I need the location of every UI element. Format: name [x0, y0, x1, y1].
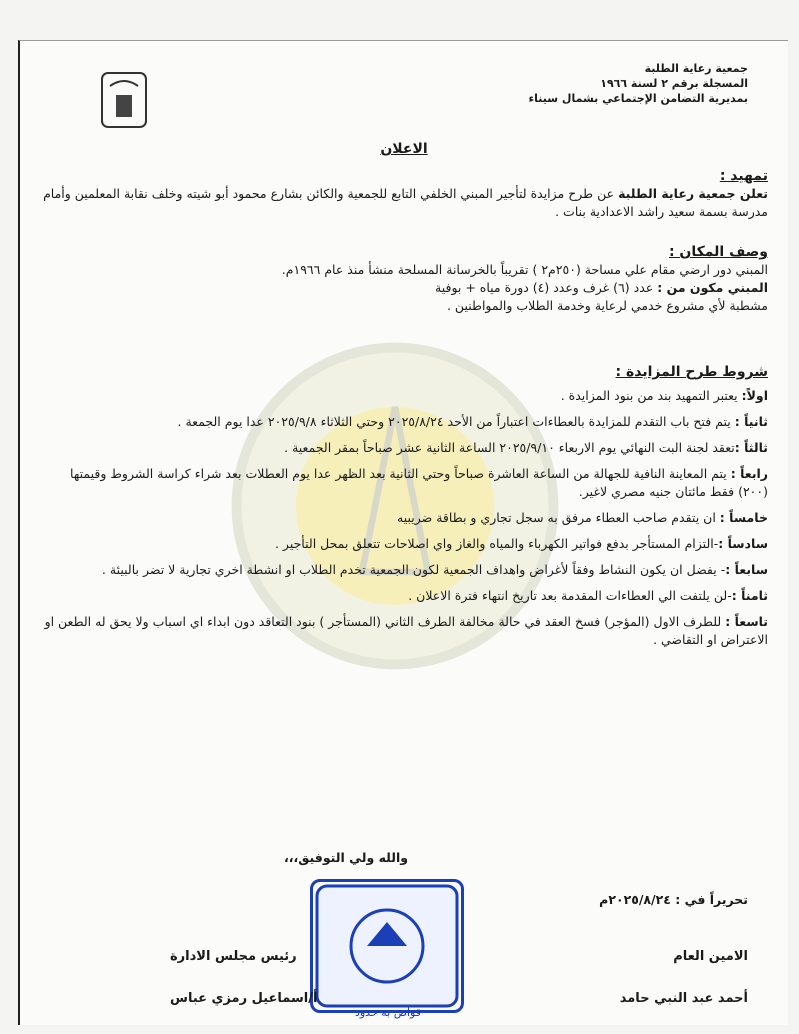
organization-header — [529, 61, 748, 106]
term-text: -التزام المستأجر بدفع فواتير الكهرباء والمياه والغاز واي اصلاحات تتعلق بمحل التأجير . — [274, 536, 719, 551]
term-text: يتم فتح باب التقدم للمزايدة بالعطاءات اعتباراً من الأحد ٢٠٢٥/٨/٢٤ وحتي الثلاثاء ٢٠٢٥/٩/٨ عدا يوم الجمعة . — [177, 414, 735, 429]
term-label: اولاً: — [741, 388, 768, 403]
rooms-text: عدد (٦) غرف وعدد (٤) دورة مياه + بوفية — [435, 280, 658, 295]
term-text: يعتبر التمهيد بند من بنود المزايدة . — [560, 388, 742, 403]
place-usage: مشطبة لأي مشروع خدمي لرعاية وخدمة الطلاب والمواطنين . — [446, 298, 768, 313]
term-text: تعقد لجنة البت النهائي يوم الاربعاء ٢٠٢٥/٩/١٠ الساعة الثانية عشر صباحاً بمقر الجمعية . — [284, 440, 735, 455]
term-label: سادساً : — [718, 536, 768, 551]
term-label: رابعاً : — [730, 466, 768, 481]
date-text: تحريراً في : ٢٠٢٥/٨/٢٤م — [599, 892, 748, 907]
chairman-title: رئيس مجلس الادارة — [170, 949, 297, 964]
official-stamp — [310, 879, 464, 1013]
announcement-page — [18, 40, 788, 1025]
organization-logo — [100, 71, 148, 129]
place-heading: وصف المكان : — [668, 244, 768, 260]
header-line-3: بمديرية التضامن الإجتماعي بشمال سيناء — [528, 92, 748, 105]
page-title: الاعلان — [380, 141, 428, 157]
chairman-name: أ/اسماعيل رمزي عباس — [170, 991, 318, 1006]
terms-heading: شروط طرح المزايدة : — [615, 364, 768, 380]
stamp-label: قواص به حدود — [354, 1006, 422, 1019]
term-text: - يفضل ان يكون النشاط وفقاً لأغراض واهداف الجمعية لكون الجمعية تخدم الطلاب او انشطة اخري تجارية لا تضر بالبيئة . — [101, 562, 726, 577]
term-text: -لن يلتفت الي العطاءات المقدمة بعد تاريخ انتهاء فترة الاعلان . — [408, 588, 732, 603]
intro-section — [38, 167, 768, 221]
term-text: يتم المعاينة النافية للجهالة من الساعة العاشرة صباحاً وحتي الثانية بعد الظهر عدا يوم العطلات بعد شراء كراسة الشروط وقيمتها (٢٠٠) فقط مائتان جنيه مصري لاغير. — [70, 466, 768, 499]
intro-text: عن طرح مزايدة لتأجير المبني الخلفي التابع للجمعية والكائن بشارع محمود أبو شيته وخلف نقابة المعلمين وأمام مدرسة بسمة سعيد راشد الاعدادية بنات . — [43, 186, 768, 219]
term-text: للطرف الاول (المؤجر) فسخ العقد في حالة مخالفة الطرف الثاني (المستأجر ) بنود التعاقد دون ابداء اي اسباب ولا يحق له الطعن او الاعتراض او التقاضي . — [44, 614, 768, 647]
term-label: تاسعاً : — [725, 614, 768, 629]
secretary-title: الامين العام — [673, 949, 748, 964]
term-label: ثامناً : — [731, 588, 768, 603]
place-section — [38, 243, 768, 315]
header-line-1: جمعية رعاية الطلبة — [644, 62, 748, 75]
intro-org: تعلن جمعية رعاية الطلبة — [618, 186, 768, 201]
date — [508, 891, 748, 909]
rooms-label: المبني مكون من : — [657, 280, 768, 295]
place-text: المبني دور ارضي مقام علي مساحة (٢٥٠م٢ ) تقريباً بالخرسانة المسلحة منشأ منذ عام ١٩٦٦م. — [281, 262, 768, 277]
term-text: ان يتقدم صاحب العطاء مرفق به سجل تجاري و بطاقة ضريبيه — [397, 510, 720, 525]
secretary-name: أحمد عبد النبي حامد — [619, 991, 748, 1006]
term-label: ثالثاً : — [734, 440, 768, 455]
terms-section — [38, 363, 768, 649]
term-label: ثانياً : — [734, 414, 768, 429]
header-line-2: المسجلة برقم ٢ لسنة ١٩٦٦ — [600, 77, 748, 90]
closing — [108, 849, 408, 867]
term-label: خامساً : — [719, 510, 768, 525]
closing-text: والله ولي التوفيق،،، — [284, 850, 408, 865]
intro-heading: تمهيد : — [719, 168, 768, 184]
term-label: سابعاً : — [725, 562, 768, 577]
